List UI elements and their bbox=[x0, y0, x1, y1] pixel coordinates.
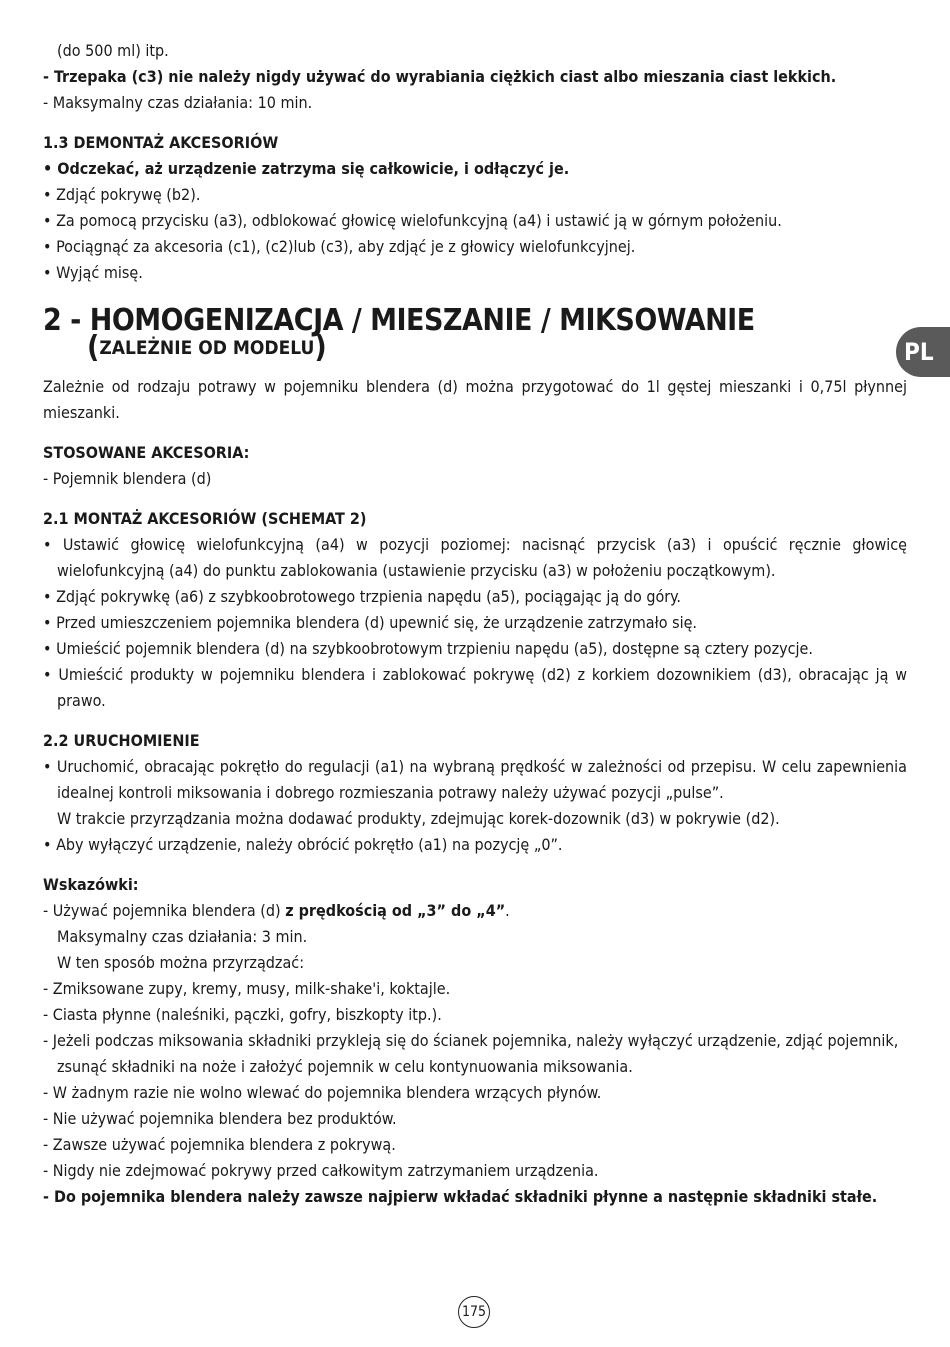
section-heading-2-2: 2.2 URUCHOMIENIE bbox=[43, 731, 200, 750]
list-item: • Umieścić pojemnik blendera (d) na szybkoobrotowym trzpieniu napędu (a5), dostępne są cztery pozycje. bbox=[43, 639, 813, 658]
list-item: • Zdjąć pokrywę (b2). bbox=[43, 185, 201, 204]
list-item: - Pojemnik blendera (d) bbox=[43, 469, 212, 488]
list-item: • Wyjąć misę. bbox=[43, 263, 143, 282]
accessories-heading: STOSOWANE AKCESORIA: bbox=[43, 443, 250, 462]
tips-heading: Wskazówki: bbox=[43, 875, 139, 894]
chapter-subtitle: (ZALEŻNIE OD MODELU) bbox=[87, 330, 327, 365]
chapter-intro: Zależnie od rodzaju potrawy w pojemniku blendera (d) można przygotować do 1l gęstej mieszanki i 0,75l płynnej mieszanki. bbox=[43, 377, 907, 422]
tip-item-continuation: W ten sposób można przyrządzać: bbox=[57, 953, 305, 972]
chapter-title: 2 - HOMOGENIZACJA / MIESZANIE / MIKSOWANIE bbox=[43, 303, 755, 338]
tip-item: - Zawsze używać pojemnika blendera z pokrywą. bbox=[43, 1135, 396, 1154]
list-item: • Za pomocą przycisku (a3), odblokować głowicę wielofunkcyjną (a4) i ustawić ją w górnym położeniu. bbox=[43, 211, 782, 230]
tip-item: - Zmiksowane zupy, kremy, musy, milk-shake'i, koktajle. bbox=[43, 979, 451, 998]
intro-line: (do 500 ml) itp. bbox=[57, 41, 169, 60]
section-heading-1-3: 1.3 DEMONTAŻ AKCESORIÓW bbox=[43, 133, 279, 152]
list-item-continuation: W trakcie przyrządzania można dodawać produkty, zdejmując korek-dozownik (d3) w pokrywie (d2). bbox=[57, 809, 780, 828]
tip-item-important: - Do pojemnika blendera należy zawsze najpierw wkładać składniki płynne a następnie składniki stałe. bbox=[43, 1187, 878, 1206]
list-item: • Aby wyłączyć urządzenie, należy obrócić pokrętło (a1) na pozycję „0”. bbox=[43, 835, 563, 854]
intro-warning: - Trzepaka (c3) nie należy nigdy używać do wyrabiania ciężkich ciast albo mieszania ciast lekkich. bbox=[43, 67, 837, 86]
tip-item: - Nigdy nie zdejmować pokrywy przed całkowitym zatrzymaniem urządzenia. bbox=[43, 1161, 599, 1180]
tip-item: - Nie używać pojemnika blendera bez produktów. bbox=[43, 1109, 397, 1128]
section-heading-2-1: 2.1 MONTAŻ AKCESORIÓW (SCHEMAT 2) bbox=[43, 509, 367, 528]
list-item: • Ustawić głowicę wielofunkcyjną (a4) w pozycji poziomej: nacisnąć przycisk (a3) i opuścić ręcznie głowicę wielofunkcyjną (a4) do punktu zablokowania (ustawienie przycisku (a3) w położeniu początkowym). bbox=[43, 535, 907, 580]
tip-item: - Ciasta płynne (naleśniki, pączki, gofry, biszkopty itp.). bbox=[43, 1005, 442, 1024]
list-item: • Zdjąć pokrywkę (a6) z szybkoobrotowego trzpienia napędu (a5), pociągając ją do góry. bbox=[43, 587, 681, 606]
list-item: • Odczekać, aż urządzenie zatrzyma się całkowicie, i odłączyć je. bbox=[43, 159, 570, 178]
tip-item: - Używać pojemnika blendera (d) z prędkością od „3” do „4”. bbox=[43, 901, 510, 920]
document-page bbox=[43, 38, 907, 1210]
list-item: • Uruchomić, obracając pokrętło do regulacji (a1) na wybraną prędkość w zależności od przepisu. W celu zapewnienia idealnej kontroli miksowania i dobrego rozmieszania potrawy należy używać pozycji „pulse”. bbox=[43, 757, 907, 802]
tip-item: - Jeżeli podczas miksowania składniki przykleją się do ścianek pojemnika, należy wyłączyć urządzenie, zdjąć pojemnik, zsunąć składniki na noże i założyć pojemnik w celu kontynuowania miksowania. bbox=[43, 1031, 899, 1076]
page-number: 175 bbox=[458, 1296, 490, 1328]
list-item: • Pociągnąć za akcesoria (c1), (c2)lub (c3), aby zdjąć je z głowicy wielofunkcyjnej. bbox=[43, 237, 636, 256]
tip-item: - W żadnym razie nie wolno wlewać do pojemnika blendera wrzących płynów. bbox=[43, 1083, 602, 1102]
list-item: • Przed umieszczeniem pojemnika blendera (d) upewnić się, że urządzenie zatrzymało się. bbox=[43, 613, 697, 632]
tip-item-continuation: Maksymalny czas działania: 3 min. bbox=[57, 927, 308, 946]
list-item: • Umieścić produkty w pojemniku blendera i zablokować pokrywę (d2) z korkiem dozownikiem (d3), obracając ją w prawo. bbox=[43, 665, 907, 710]
intro-line: - Maksymalny czas działania: 10 min. bbox=[43, 93, 313, 112]
language-tab: PL bbox=[896, 327, 950, 377]
